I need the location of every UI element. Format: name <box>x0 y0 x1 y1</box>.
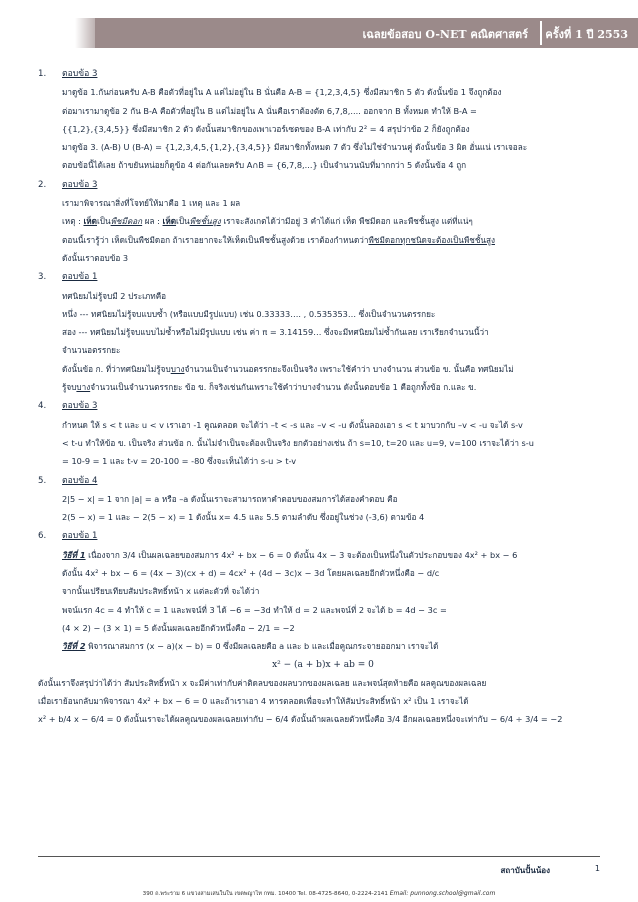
header-separator <box>540 21 542 45</box>
text: ดังนั้นข้อ ก. ที่ว่าทศนิยมไม่รู้จบ <box>62 363 171 374</box>
q6-line: ดังนั้นเราจึงสรุปว่าได้ว่า สัมประสิทธิ์หน้า x จะมีค่าเท่ากับค่าติดลบของผลบวกของผลเฉลย และพจน์สุดท้ายคือ ผลคูณของผลเฉลย <box>38 677 487 688</box>
question-number: 5. <box>38 475 47 486</box>
question-number: 6. <box>38 531 47 542</box>
text: รู้จบ <box>62 382 77 393</box>
q6-line: (4 × 2) − (3 × 1) = 5 ดังนั้นผลเฉลยอีกตัวหนึ่งคือ − 2/1 = −2 <box>62 622 295 633</box>
q4-line: < t-u ทำให้ข้อ ข. เป็นจริง ส่วนข้อ ก. นั้นไม่จำเป็นจะต้องเป็นจริง ยกตัวอย่างเช่น ถ้า s=10, t=20 และ u=9, v=100 เราจะได้ว่า s-u <box>62 437 534 448</box>
q2-line: ดังนั้นเราตอบข้อ 3 <box>62 252 129 263</box>
question-number: 1. <box>38 69 47 79</box>
question-number: 4. <box>38 401 47 412</box>
text-emph: บาง <box>76 382 91 393</box>
q3-line <box>38 378 608 396</box>
q6-line: x² + b/4 x − 6/4 = 0 ดังนั้นเราจะได้ผลคูณของผลเฉลยเท่ากับ − 6/4 ดังนั้นถ้าผลเฉลยตัวหนึ่งคือ 3/4 อีกผลเฉลยหนึ่งจะเท่ากับ − 6/4 ÷ 3/4 = −2 <box>38 714 563 725</box>
q5-line: 2(5 − x) = 1 และ − 2(5 − x) = 1 ดังนั้น x= 4.5 และ 5.5 ตามลำดับ ซึ่งอยู่ในช่วง (-3,6) ตามข้อ 4 <box>62 512 425 523</box>
text: พิจารณาสมการ (x − a)(x − b) = 0 ซึ่งมีผลเฉลยคือ a และ b และเมื่อคูณกระจายออกมา เราจะได้ <box>85 641 439 652</box>
question-answer: ตอบข้อ 3 <box>62 179 98 190</box>
method-label: วิธีที่ 1 <box>62 549 86 560</box>
q1-line: มาดูข้อ 1.กันก่อนครับ A-B คือตัวที่อยู่ใน A แต่ไม่อยู่ใน B นั่นคือ A-B = {1,2,3,4,5} ซึ่งมีสมาชิก 5 ตัว ดังนั้นข้อ 1 จึงถูกต้อง <box>62 87 502 98</box>
question-answer: ตอบข้อ 1 <box>62 272 98 283</box>
text: ตอนนี้เรารู้ว่า เห็ดเป็นพืชมีดอก ถ้าเราอยากจะให้เห็ดเป็นพืชชั้นสูงด้วย เราต้องกำหนดว่า <box>62 234 369 245</box>
q4-line: กำหนด ให้ s < t และ u < v เราเอา -1 คูณตลอด จะได้ว่า –t < -s และ –v < -u ดังนั้นลองเอา s < t มาบวกกับ –v < -u จะได้ s-v <box>62 419 523 430</box>
q6-line: พจน์แรก 4c = 4 ทำให้ c = 1 และพจน์ที่ 3 ได้ −6 = −3d ทำให้ d = 2 และพจน์ที่ 2 จะได้ b = 4d − 3c = <box>62 604 447 615</box>
address-text: 390 ถ.พระราม 6 แขวงสามเสนในใน เขตพญาไท กทม. 10400 Tel. 08-4725-8640, 0-2224-2141 <box>142 891 388 897</box>
text-emph: พืชชั้นสูง <box>189 216 221 227</box>
q3-line: หนึ่ง --- ทศนิยมไม่รู้จบแบบซ้ำ (หรือแบบมีรูปแบบ) เช่น 0.33333…. , 0.535353… ซึ่งเป็นจำนวนตรรกยะ <box>62 308 436 319</box>
q6-line: จากนั้นเปรียบเทียบสัมประสิทธิ์หน้า x แต่ละตัวที่ จะได้ว่า <box>62 586 260 597</box>
footer-divider <box>38 856 600 857</box>
text: จำนวนเป็นจำนวนอตรรกยะจึงเป็นจริง เพราะใช้คำว่า บางจำนวน ส่วนข้อ ข. นั้นคือ ทศนิยมไม่ <box>184 363 514 374</box>
text: เนื่องจาก 3/4 เป็นผลเฉลยของสมการ 4x² + bx − 6 = 0 ดังนั้น 4x − 3 จะต้องเป็นหนึ่งในตัวประกอบของ 4x² + bx − 6 <box>85 549 518 560</box>
question-answer: ตอบข้อ 1 <box>62 531 98 542</box>
answer-content <box>38 64 608 729</box>
text: เป็น <box>176 216 190 227</box>
q1-line: ต่อมาเรามาดูข้อ 2 กัน B-A คือตัวที่อยู่ใน B แต่ไม่อยู่ใน A นั่นคือเราต้องตัด 6,7,8,.... ออกจาก B ทั้งหมด ทำให้ B-A = <box>62 105 477 116</box>
text-emph: เห็ด <box>83 216 97 227</box>
q6-line <box>38 546 608 564</box>
question-5-heading <box>38 471 608 490</box>
q6-line <box>38 637 608 655</box>
q2-line <box>38 231 608 249</box>
q3-line: สอง --- ทศนิยมไม่รู้จบแบบไม่ซ้ำหรือไม่มีรูปแบบ เช่น ค่า π = 3.14159… ซึ่งจะมีทศนิยมไม่ซ้ำกันเลย เราเรียกจำนวนนี้ว่า <box>62 327 489 338</box>
q2-line <box>38 212 608 230</box>
question-answer: ตอบข้อ 3 <box>62 401 98 412</box>
text-emph: พืชมีดอกทุกชนิดจะต้องเป็นพืชชั้นสูง <box>368 234 495 245</box>
text-emph: พืชมีดอก <box>110 216 143 227</box>
text: จำนวนเป็นจำนวนตรรกยะ ข้อ ข. ก็จริงเช่นกันเพราะใช้คำว่าบางจำนวน ดังนั้นตอบข้อ 1 คือถูกทั้งข้อ ก.และ ข. <box>90 382 477 393</box>
q4-line: = 10-9 = 1 และ t-v = 20-100 = -80 ซึ่งจะเห็นได้ว่า s-u > t-v <box>62 456 297 467</box>
email-text: Email: punnong.school@gmail.com <box>389 890 496 897</box>
q3-line <box>38 360 608 378</box>
page-header <box>0 18 638 48</box>
question-4-heading <box>38 396 608 415</box>
footer-address <box>0 890 638 898</box>
question-3-heading <box>38 267 608 286</box>
q6-equation: x² − (a + b)x + ab = 0 <box>272 659 374 670</box>
question-number: 2. <box>38 179 47 190</box>
q1-line: {{1,2},{3,4,5}} ซึ่งมีสมาชิก 2 ตัว ดังนั้นสมาชิกของเพาเวอร์เซตของ B-A เท่ากับ 2² = 4 สรุปว่าข้อ 2 ก็ยังถูกต้อง <box>62 123 470 134</box>
method-label: วิธีที่ 2 <box>62 641 86 652</box>
text: เราจะสังเกตได้ว่ามีอยู่ 3 คำได้แก่ เห็ด พืชมีดอก และพืชชั้นสูง แต่ที่แน่ๆ <box>220 216 473 227</box>
text-emph: บาง <box>170 363 185 374</box>
q6-line: เมื่อเราย้อนกลับมาพิจารณา 4x² + bx − 6 = 0 และถ้าเราเอา 4 หารตลอดเพื่อจะทำให้สัมประสิทธิ์หน้า x² เป็น 1 เราจะได้ <box>38 696 469 707</box>
question-answer: ตอบข้อ 4 <box>62 475 98 486</box>
text: เป็น <box>97 216 111 227</box>
q3-line: ทศนิยมไม่รู้จบมี 2 ประเภทคือ <box>62 290 167 301</box>
page-number: 1 <box>594 864 600 873</box>
question-number: 3. <box>38 272 47 283</box>
question-6-heading <box>38 526 608 545</box>
text: ผล : <box>142 216 163 227</box>
question-2-heading <box>38 175 608 194</box>
text-emph: เห็ด <box>162 216 177 227</box>
text: เหตุ : <box>62 216 84 227</box>
header-issue: ครั้งที่ 1 ปี 2553 <box>545 28 628 41</box>
question-answer: ตอบข้อ 3 <box>62 69 98 79</box>
footer-institute: สถาบันปั้นน้อง <box>500 866 550 875</box>
header-title: เฉลยข้อสอบ O-NET คณิตศาสตร์ <box>362 28 528 41</box>
question-1-heading <box>38 64 608 83</box>
q3-line: จำนวนอตรรกยะ <box>62 345 121 356</box>
q6-line: ดังนั้น 4x² + bx − 6 = (4x − 3)(cx + d) = 4cx² + (4d − 3c)x − 3d โดยผลเฉลยอีกตัวหนึ่งคือ − d/c <box>62 568 440 579</box>
q1-line: มาดูข้อ 3. (A-B) U (B-A) = {1,2,3,4,5,{1,2},{3,4,5}} มีสมาชิกทั้งหมด 7 ตัว ซึ่งไม่ใช่จำนวนคู่ ดังนั้นข้อ 3 ผิด ฮั่นแน่ เราเจอละ <box>62 142 528 153</box>
q2-line: เรามาพิจารณาสิ่งที่โจทย์ให้มาคือ 1 เหตุ และ 1 ผล <box>62 198 241 209</box>
q5-line: 2|5 − x| = 1 จาก |a| = a หรือ –a ดังนั้นเราจะสามารถหาคำตอบของสมการได้สองคำตอบ คือ <box>62 493 398 504</box>
q1-line: ตอบข้อนี้ได้เลย ถ้าขยันหน่อยก็ดูข้อ 4 ต่อกันเลยครับ A∩B = {6,7,8,...} เป็นจำนวนนับที่มากกว่า 5 ดังนั้นข้อ 4 ถูก <box>62 160 467 171</box>
